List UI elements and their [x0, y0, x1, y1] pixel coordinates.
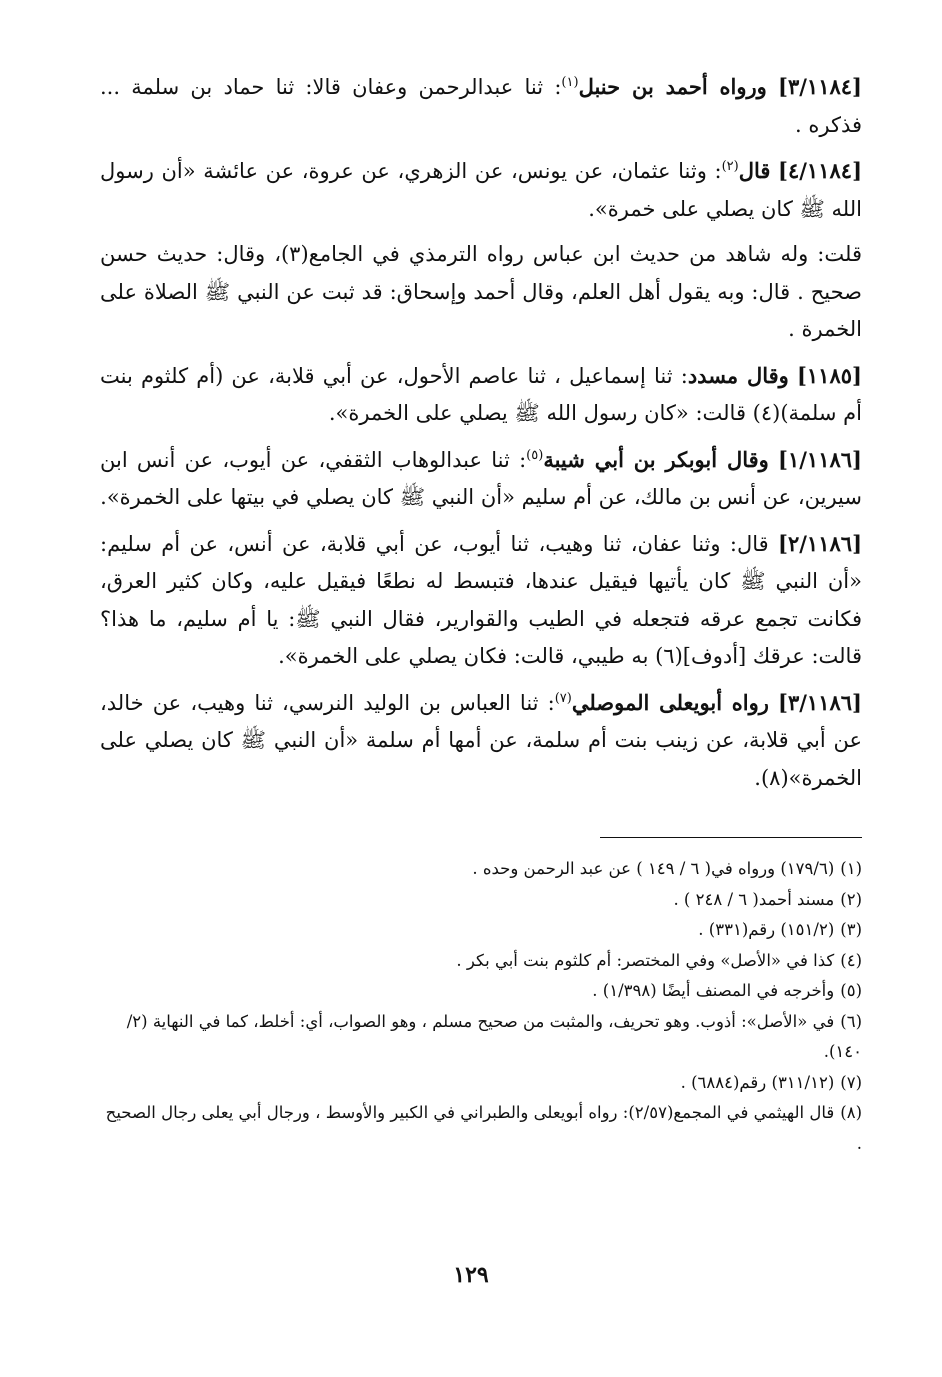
hadith-entry-1: [100, 68, 862, 144]
entry-text: : ثنا عبدالوهاب الثقفي، عن أيوب، عن أنس ابن سيرين، عن أنس بن مالك، عن أم سليم «أن النبي ﷺ كان يصلي في بيتها على الخمرة».: [100, 447, 862, 509]
footnote-number: (٨): [840, 1103, 862, 1122]
commentary-paragraph: [100, 236, 862, 349]
entry-ref: [١١٨٥]: [796, 362, 862, 388]
footnote-2: [100, 885, 862, 916]
footnote-text: (١٥١/٢) رقم(٣٣١) .: [698, 920, 835, 939]
hadith-entry-4: [100, 441, 862, 517]
hadith-entry-6: [100, 684, 862, 798]
footnote-8: [100, 1098, 862, 1159]
hadith-entry-2: [100, 152, 862, 228]
entry-ref: [٢/١١٨٦]: [778, 530, 862, 556]
footnote-text: وأخرجه في المصنف أيضًا (١/٣٩٨) .: [592, 981, 835, 1000]
entry-text: قلت: وله شاهد من حديث ابن عباس رواه الترمذي في الجامع(٣)، وقال: حديث حسن صحيح . قال: وبه يقول أهل العلم، وقال أحمد وإسحاق: قد ثبت عن النبي ﷺ الصلاة على الخمرة .: [100, 242, 862, 341]
footnote-6: [100, 1007, 862, 1068]
entry-text: : ثنا عبدالرحمن وعفان قالا: ثنا حماد بن سلمة ... فذكره .: [100, 75, 862, 137]
entry-text: : ثنا العباس بن الوليد النرسي، ثنا وهيب، عن خالد، عن أبي قلابة، عن زينب بنت أم سلمة، عن أمها أم سلمة «أن النبي ﷺ كان يصلي على الخمرة»(٨).: [100, 690, 862, 790]
hadith-entry-5: [100, 525, 862, 676]
footnote-text: كذا في «الأصل» وفي المختصر: أم كلثوم بنت أبي بكر .: [456, 950, 835, 970]
footnote-divider: [600, 837, 862, 838]
entry-lead: رواه أبويعلى الموصلي: [571, 689, 769, 715]
entry-lead: قال: [738, 158, 771, 183]
entry-text: قال: وثنا عفان، ثنا وهيب، ثنا أيوب، عن أبي قلابة، عن أنس، عن أم سليم: «أن النبي ﷺ كان يأتيها فيقيل عندها، فتبسط له نطعًا فيقيل عليه، وكان كثير العرق، فكانت تجمع عرقه فتجعله في الطيب والقوارير، فقال النبي ﷺ: يا أم سليم، ما هذا؟ قالت: عرقك [أدوف](٦) به طيبي، قالت: فكان يصلي على الخمرة».: [100, 531, 862, 668]
footnote-number: (٥): [840, 981, 862, 1000]
footnote-text: (١٧٩/٦) ورواه في( ٦ / ١٤٩ ) عن عبد الرحمن وحده .: [472, 859, 835, 878]
footnote-7: [100, 1068, 862, 1099]
entry-lead: وقال أبوبكر بن أبي شيبة: [543, 446, 769, 472]
footnote-5: [100, 976, 862, 1007]
footnote-text: قال الهيثمي في المجمع(٢/٥٧): رواه أبويعلى والطبراني في الكبير والأوسط ، ورجال أبي يعلى رجال الصحيح .: [105, 1103, 862, 1153]
footnote-4: [100, 946, 862, 977]
footnote-ref: (٥): [526, 447, 544, 463]
entry-text: : وثنا عثمان، عن يونس، عن الزهري، عن عروة، عن عائشة «أن رسول الله ﷺ كان يصلي على خمرة».: [100, 159, 862, 221]
footnote-number: (٢): [840, 889, 862, 909]
footnote-number: (١): [840, 859, 862, 878]
entry-ref: [٣/١١٨٦]: [778, 689, 862, 715]
footnote-3: [100, 915, 862, 946]
hadith-entry-3: [100, 357, 862, 433]
footnote-text: في «الأصل»: أذوب. وهو تحريف، والمثبت من صحيح مسلم ، وهو الصواب، أي: أخلط، كما في النهاية (٢/ ١٤٠).: [126, 1011, 862, 1061]
entry-text: : ثنا إسماعيل ، ثنا عاصم الأحول، عن أبي قلابة، عن (أم كلثوم بنت أم سلمة)(٤) قالت: «كان رسول الله ﷺ يصلي على الخمرة».: [100, 363, 862, 425]
footnote-number: (٣): [840, 920, 862, 939]
footnote-ref: (١): [561, 75, 579, 90]
footnote-ref: (٢): [721, 159, 739, 174]
entry-lead: ورواه أحمد بن حنبل: [578, 74, 767, 99]
footnote-text: مسند أحمد( ٦ / ٢٤٨ ) .: [673, 889, 835, 909]
footnote-number: (٦): [840, 1011, 862, 1031]
entry-lead: وقال مسدد: [687, 362, 789, 388]
main-text: [100, 68, 862, 797]
entry-ref: [١/١١٨٦]: [778, 446, 862, 472]
page-number: ١٢٩: [453, 1262, 489, 1288]
entry-ref: [٤/١١٨٤]: [778, 158, 862, 183]
footnote-number: (٧): [840, 1072, 862, 1092]
entry-ref: [٣/١١٨٤]: [778, 74, 862, 99]
footnotes: [100, 854, 862, 1159]
footnote-1: [100, 854, 862, 885]
footnote-ref: (٧): [554, 690, 572, 706]
footnote-text: (٣١١/١٢) رقم(٦٨٨٤) .: [680, 1072, 835, 1092]
footnote-number: (٤): [840, 950, 862, 970]
